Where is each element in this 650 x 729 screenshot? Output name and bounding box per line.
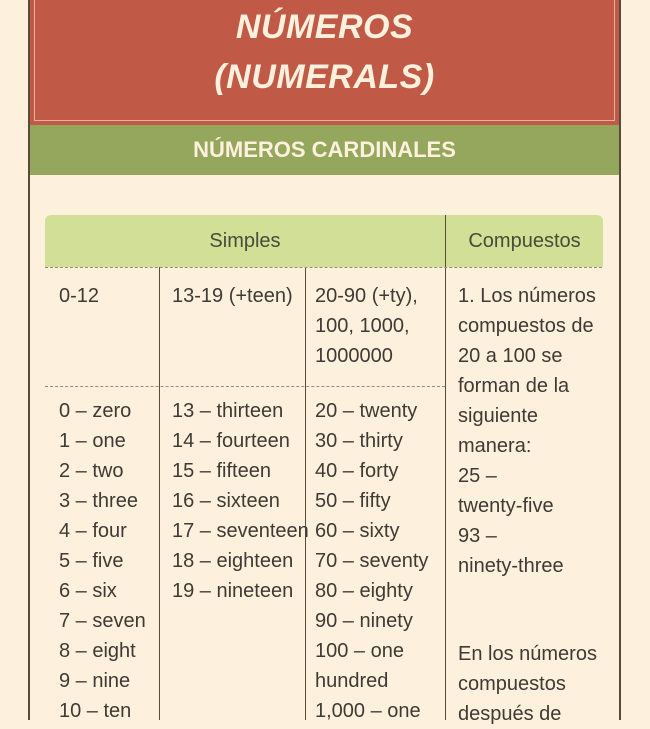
compuestos-line: twenty-five [458,495,554,517]
list-item: 9 – nine [59,670,131,692]
compuestos-line: En los números [458,643,597,665]
list-item: 6 – six [59,580,117,602]
compuestos-text [458,281,596,581]
list-item: 14 – fourteen [172,430,290,452]
list-item: 0 – zero [59,400,132,422]
list-item: 20 – twenty [315,400,418,422]
list-item: 60 – sixty [315,520,400,542]
compuestos-note [458,639,597,729]
compuestos-line: después de [458,703,562,725]
range-text: 13-19 (+teen) [172,285,293,307]
title-line-2: (NUMERALS) [214,58,435,96]
compuestos-line: 25 – [458,465,497,487]
header-compuestos: Compuestos [446,215,603,267]
list-item: 50 – fifty [315,490,391,512]
list-item: 16 – sixteen [172,490,280,512]
list-item: 4 – four [59,520,127,542]
range-text: 20-90 (+ty), [315,285,418,307]
title-line-1: NÚMEROS [235,8,414,46]
compuestos-line: ninety-three [458,555,564,577]
list-item: 1,000 – one [315,700,421,722]
range-text: 1000000 [315,345,393,367]
list-item: 10 – ten [59,700,132,722]
compuestos-line: forman de la [458,375,570,397]
compuestos-line: 1. Los números [458,285,596,307]
range-text: 0-12 [59,285,100,307]
title-banner [30,0,619,125]
list-item: 17 – seventeen [172,520,309,542]
column-divider [445,215,446,720]
list-item: 90 – ninety [315,610,413,632]
list-item: 5 – five [59,550,124,572]
list-item: hundred [315,670,389,692]
column-divider [159,267,160,720]
list-item: 15 – fifteen [172,460,271,482]
numbers-column-1 [59,396,146,726]
list-item: 1 – one [59,430,126,452]
list-item: 100 – one [315,640,404,662]
compuestos-line: compuestos [458,673,566,695]
compuestos-line: 93 – [458,525,497,547]
compuestos-line: compuestos de [458,315,594,337]
row-divider [45,386,445,387]
compuestos-line: manera: [458,435,532,457]
list-item: 19 – nineteen [172,580,294,602]
list-item: 70 – seventy [315,550,429,572]
list-item: 7 – seven [59,610,146,632]
range-cell [59,281,99,311]
list-item: 13 – thirteen [172,400,284,422]
list-item: 80 – eighty [315,580,413,602]
list-item: 30 – thirty [315,430,403,452]
numbers-column-3 [315,396,428,726]
list-item: 3 – three [59,490,138,512]
list-item: 40 – forty [315,460,399,482]
list-item: 2 – two [59,460,124,482]
row-divider [45,267,602,268]
range-text: 100, 1000, [315,315,410,337]
numbers-column-2 [172,396,309,606]
list-item: 8 – eight [59,640,136,662]
section-heading: NÚMEROS CARDINALES [30,125,619,175]
range-cell [315,281,418,371]
range-cell [172,281,293,311]
compuestos-line: siguiente [458,405,539,427]
list-item: 18 – eighteen [172,550,294,572]
header-simples: Simples [45,215,445,267]
compuestos-line: 20 a 100 se [458,345,563,367]
